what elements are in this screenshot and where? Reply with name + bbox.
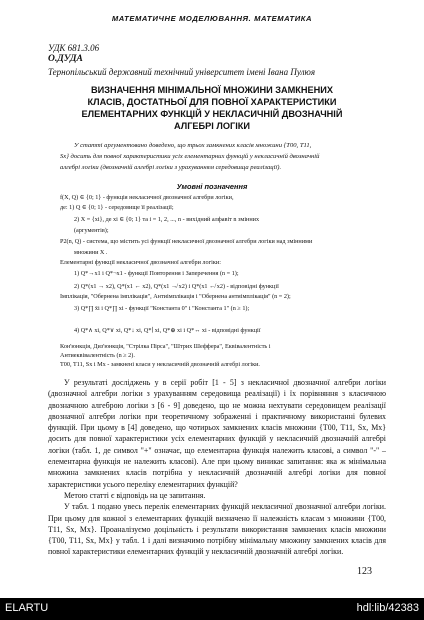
notation-line: Кон'юнкція, Диз'юнкція, "Стрілка Пірса", "Штрих Шеффера", Еквівалентність і — [60, 343, 271, 350]
notation-line: 2) X = {xi}, де xi ∈ {0; 1} та i = 1, 2, ..., n - вихідний алфавіт n змінних — [74, 216, 260, 223]
repository-name: ELARTU — [5, 602, 49, 614]
abstract — [60, 140, 374, 173]
author: О.ДУДА — [48, 54, 83, 64]
paragraph: Метою статті є відповідь на це запитання. — [64, 490, 206, 500]
notation-line: де: 1) Q ∈ {0; 1} - середовище її реалізації; — [60, 204, 174, 211]
notation-line: (аргументів); — [74, 227, 109, 234]
notation-line: 2) Q*(x1 → x2), Q*(x1 ← x2), Q*(x1 ↛ x2) і Q*(x1 ↚ x2) - відповідні функції — [74, 283, 279, 290]
page-number: 123 — [357, 566, 372, 577]
udk-code: УДК 681.3.06 — [48, 43, 100, 53]
title-line: ЕЛЕМЕНТАРНИХ ФУНКЦІЙ У НЕКЛАСИЧНІЙ ДВОЗНАЧНІЙ — [81, 109, 343, 119]
title-line: АЛГЕБРІ ЛОГІКИ — [174, 121, 250, 131]
handle-id: hdl:lib/42383 — [356, 602, 419, 614]
paragraph: У табл. 1 подано увесь перелік елементарних функцій некласичної двозначної алгебри логіки. При цьому для кожної з елементарних функцій визначено її належність класам з множини {T00, T11, Sx, Mx}. Проаналізуємо доцільність і результати використання замкнених класів множини {T00, T11, Sx, Mx} у табл. 1 і далі визначимо потрібну мінімальну множину замкнених класів для повної характеристики елементарних функцій у некласичній двозначній алгебрі логіки. — [48, 502, 386, 557]
notation-line: Імплікація, "Обернена імплікація", Антиімплікація і "Обернена антиімплікація" (n = 2); — [60, 293, 291, 300]
title-line: ВИЗНАЧЕННЯ МІНІМАЛЬНОЇ МНОЖИНИ ЗАМКНЕНИХ — [90, 85, 334, 95]
body-text — [48, 377, 386, 558]
notation-line: Елементарні функції некласичної двозначної алгебри логіки: — [60, 259, 221, 266]
running-header: МАТЕМАТИЧНЕ МОДЕЛЮВАННЯ. МАТЕМАТИКА — [111, 14, 313, 23]
notation-line: P2(n, Q) - система, що містить усі функції некласичної двозначної алгебри логіки над змінними — [60, 238, 313, 245]
notation-line: f(X, Q) ∈ {0; 1} - функція некласичної двозначної алгебри логіки, — [60, 194, 234, 201]
notation-heading: Умовні позначення — [176, 182, 248, 191]
abstract-line: Sx} досить для повної характеристики усіх елементарних функцій у некласичній двозначній — [60, 153, 320, 160]
title-line: КЛАСІВ, ДОСТАТНЬОЇ ДЛЯ ПОВНОЇ ХАРАКТЕРИСТИКИ — [87, 97, 337, 107]
paragraph: У результаті досліджень у в серії робіт [1 - 5] з некласичної двозначної алгебри логіки (двозначної алгебри логіки з урахуванням середовища реалізації) і їх порівняння з класичною двозначною алгеброю логіки з [6 - 9] доведено, що не можна нехтувати середовищем реалізації двозначної алгебри логіки при теоретичному зображенні і практичному використанні булевих функцій. При цьому в [4] доведено, що чотирьох замкнених класів множини {T00, T11, Sx, Mx} досить для повної характеристики усіх елементарних функцій у некласичній двозначній алгебрі логіки (табл. 1, де символ "+" означає, що елементарна функція належить класові, а символ "-" – елементарна функція не належить класові). Але при цьому виникає запитання: яка ж мінімальна множина замкнених класів потрібна у некласичній двозначній алгебрі логіки для повної характеристики усього переліку елементарних функцій? — [48, 378, 386, 489]
affiliation: Тернопільський державний технічний університет імені Івана Пулюя — [48, 67, 316, 77]
abstract-line: алгебрі логіки (двозначній алгебрі логіки з урахуванням середовища реалізації). — [60, 164, 282, 171]
notation-line: множини X . — [74, 249, 108, 256]
notation-line: Антиеквівалентність (n ≥ 2). — [60, 352, 135, 359]
notation-line: 1) Q*→x1 і Q*¬x1 - функції Повторення і Заперечення (n = 1); — [74, 270, 239, 277]
notation-line: 4) Q*∧ xi, Q*∨ xi, Q*↓ xi, Q*∣ xi, Q*⊕ xi і Q*↔ xi - відповідні функції — [74, 327, 261, 334]
abstract-line: У статті аргументовано доведено, що трьох замкнених класів множини {T00, T11, — [74, 142, 312, 149]
notation-line: T00, T11, Sx і Mx - замкнені класи у некласичній двозначній алгебрі логіки. — [60, 361, 260, 368]
article-title — [60, 84, 364, 132]
notation-line: 3) Q*∏ x̄i і Q*∏ xi - функції "Константа 0" і "Константа 1" (n ≥ 1); — [74, 305, 250, 312]
repository-footer — [0, 598, 424, 620]
